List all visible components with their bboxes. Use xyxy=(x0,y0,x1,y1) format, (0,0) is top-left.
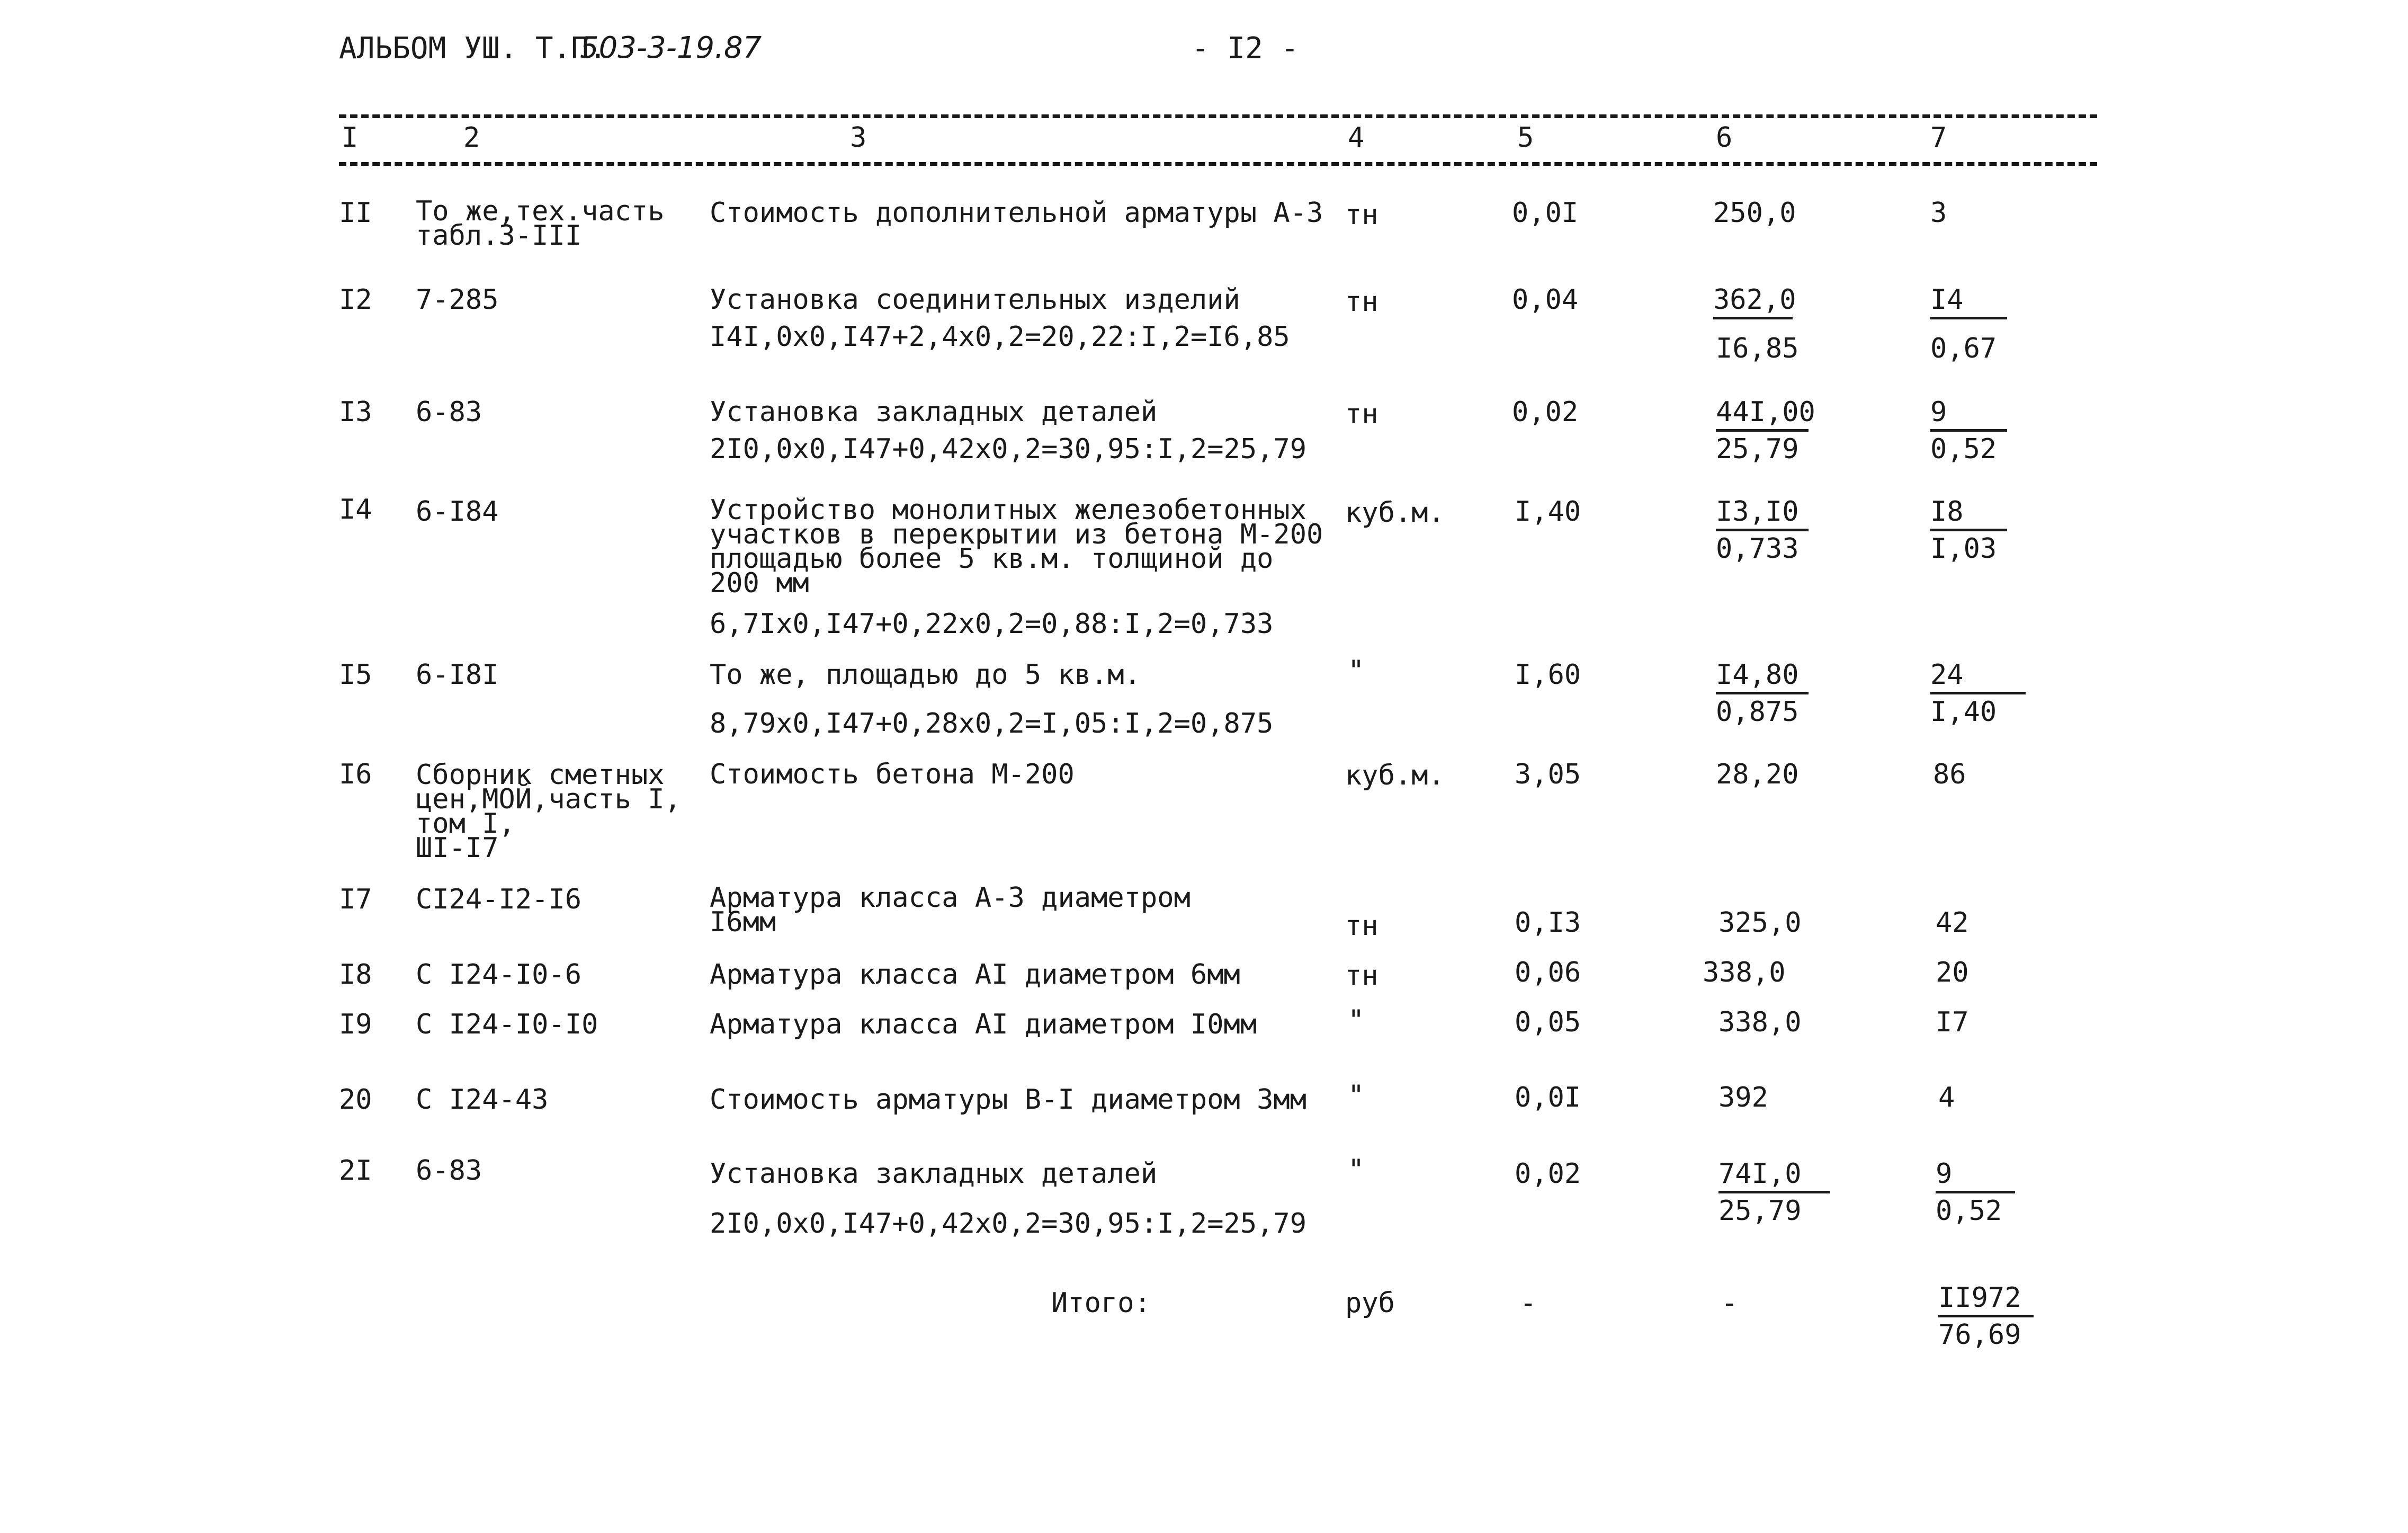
row-price-secondary: 25,79 xyxy=(1718,1195,1802,1227)
row-unit: куб.м. xyxy=(1345,497,1445,529)
row-total: I4 xyxy=(1930,286,2007,319)
row-price: 250,0 xyxy=(1713,197,1796,229)
row-total-secondary: 0,52 xyxy=(1930,433,1997,465)
row-unit: " xyxy=(1348,655,1365,687)
row-total: 9 xyxy=(1936,1160,2015,1193)
summary-unit: руб xyxy=(1345,1287,1395,1319)
row-quantity: 0,02 xyxy=(1512,396,1579,428)
row-total: 4 xyxy=(1938,1082,1955,1113)
row-calculation: 8,79x0,I47+0,28x0,2=I,05:I,2=0,875 xyxy=(710,708,1274,739)
row-code: 6-83 xyxy=(416,396,482,428)
row-description: Арматура класса АI диаметром I0мм xyxy=(710,1009,1257,1040)
row-price: 338,0 xyxy=(1703,957,1786,988)
row-code: 6-I84 xyxy=(416,496,499,528)
row-description: Установка соединительных изделий xyxy=(710,284,1240,316)
row-code: С I24-43 xyxy=(416,1084,549,1116)
row-total: 86 xyxy=(1933,759,1966,790)
row-unit: " xyxy=(1348,1080,1365,1111)
row-number: I6 xyxy=(339,759,372,790)
row-total-secondary: 0,52 xyxy=(1936,1195,2002,1227)
row-total-secondary: I,03 xyxy=(1930,533,1997,565)
row-total: 24 xyxy=(1930,661,2026,694)
album-label: АЛЬБОМ УШ. Т.П. xyxy=(339,31,607,66)
row-code: С I24-I0-I0 xyxy=(416,1009,598,1040)
row-price-secondary: 0,875 xyxy=(1716,696,1799,728)
row-quantity: 3,05 xyxy=(1515,759,1581,790)
row-price: 362,0 xyxy=(1713,286,1793,319)
row-calculation: 2I0,0x0,I47+0,42x0,2=30,95:I,2=25,79 xyxy=(710,1208,1307,1240)
row-code: То же,тех.часть табл.3-III xyxy=(416,195,665,252)
row-quantity: 0,05 xyxy=(1515,1006,1581,1038)
summary-label: Итого: xyxy=(1051,1287,1151,1319)
col-header-3: 3 xyxy=(850,122,867,154)
row-calculation: I4I,0x0,I47+2,4x0,2=20,22:I,2=I6,85 xyxy=(710,321,1290,353)
row-code: Сборник сметных цен,МОЙ,часть I, том I, ШI-I7 xyxy=(416,759,681,864)
row-total: 20 xyxy=(1936,957,1969,988)
row-description: То же, площадью до 5 кв.м. xyxy=(710,659,1141,691)
row-price: 392 xyxy=(1718,1082,1768,1113)
col-header-6: 6 xyxy=(1716,122,1733,154)
row-price-secondary: I6,85 xyxy=(1716,333,1799,364)
row-unit: куб.м. xyxy=(1345,760,1445,791)
summary-total: II972 xyxy=(1938,1284,2034,1317)
col-header-2: 2 xyxy=(463,122,480,154)
row-description: Арматура класса А-3 диаметром I6мм xyxy=(710,882,1190,938)
row-code: С I24-I0-6 xyxy=(416,959,582,991)
row-total: 9 xyxy=(1930,398,2007,432)
row-code: CI24-I2-I6 xyxy=(416,884,582,915)
summary-quantity: - xyxy=(1520,1287,1537,1319)
col-header-7: 7 xyxy=(1930,122,1947,154)
row-description: Установка закладных деталей xyxy=(710,396,1158,428)
header-bottom-rule xyxy=(339,162,2097,166)
row-quantity: I,40 xyxy=(1515,496,1581,528)
row-calculation: 2I0,0x0,I47+0,42x0,2=30,95:I,2=25,79 xyxy=(710,433,1307,465)
col-header-1: I xyxy=(342,122,359,154)
row-number: 2I xyxy=(339,1155,372,1187)
row-number: II xyxy=(339,197,372,229)
row-price: 44I,00 xyxy=(1716,398,1809,432)
row-number: I8 xyxy=(339,959,372,991)
row-number: I3 xyxy=(339,396,372,428)
row-price: 74I,0 xyxy=(1718,1160,1830,1193)
row-code: 7-285 xyxy=(416,284,499,316)
row-total: I8 xyxy=(1930,498,2007,531)
row-code: 6-83 xyxy=(416,1155,482,1187)
row-number: I9 xyxy=(339,1009,372,1040)
row-total-secondary: I,40 xyxy=(1930,696,1997,728)
row-unit: тн xyxy=(1345,199,1378,231)
row-unit: " xyxy=(1348,1154,1365,1186)
row-total: 3 xyxy=(1930,197,1947,229)
row-total-secondary: 0,67 xyxy=(1930,333,1997,364)
row-unit: тн xyxy=(1345,910,1378,942)
page-number: - I2 - xyxy=(1192,31,1299,66)
row-price: 338,0 xyxy=(1718,1006,1802,1038)
row-unit: тн xyxy=(1345,286,1378,318)
row-quantity: 0,0I xyxy=(1512,197,1579,229)
header-top-rule xyxy=(339,114,2097,118)
row-description: Установка закладных деталей xyxy=(710,1158,1158,1190)
row-quantity: 0,06 xyxy=(1515,957,1581,988)
row-number: I4 xyxy=(339,494,372,525)
row-calculation: 6,7Ix0,I47+0,22x0,2=0,88:I,2=0,733 xyxy=(710,608,1274,640)
row-quantity: 0,04 xyxy=(1512,284,1579,316)
row-total: 42 xyxy=(1936,907,1969,939)
row-description: Стоимость бетона М-200 xyxy=(710,759,1075,790)
row-total: I7 xyxy=(1936,1006,1969,1038)
row-description: Устройство монолитных железобетонных участков в перекрытии из бетона М-200 площадью более 5 кв.м. толщиной до 200 мм xyxy=(710,494,1323,599)
album-number: 503-3-19.87 xyxy=(580,31,762,65)
row-number: I7 xyxy=(339,884,372,915)
col-header-4: 4 xyxy=(1348,122,1365,154)
row-price: I3,I0 xyxy=(1716,498,1809,531)
row-price: 28,20 xyxy=(1716,759,1799,790)
row-number: 20 xyxy=(339,1084,372,1116)
summary-price: - xyxy=(1721,1287,1738,1319)
row-unit: тн xyxy=(1345,960,1378,992)
row-price: I4,80 xyxy=(1716,661,1809,694)
row-description: Стоимость арматуры В-I диаметром 3мм xyxy=(710,1084,1307,1116)
row-code: 6-I8I xyxy=(416,659,499,691)
col-header-5: 5 xyxy=(1517,122,1534,154)
row-number: I5 xyxy=(339,659,372,691)
row-quantity: 0,0I xyxy=(1515,1082,1581,1113)
row-unit: тн xyxy=(1345,398,1378,430)
row-description: Арматура класса АI диаметром 6мм xyxy=(710,959,1240,991)
summary-total-secondary: 76,69 xyxy=(1938,1319,2021,1351)
row-quantity: 0,I3 xyxy=(1515,907,1581,939)
row-description: Стоимость дополнительной арматуры А-3 xyxy=(710,197,1323,229)
row-number: I2 xyxy=(339,284,372,316)
row-unit: " xyxy=(1348,1004,1365,1036)
row-price-secondary: 25,79 xyxy=(1716,433,1799,465)
row-quantity: 0,02 xyxy=(1515,1158,1581,1190)
row-price: 325,0 xyxy=(1718,907,1802,939)
row-quantity: I,60 xyxy=(1515,659,1581,691)
row-price-secondary: 0,733 xyxy=(1716,533,1799,565)
